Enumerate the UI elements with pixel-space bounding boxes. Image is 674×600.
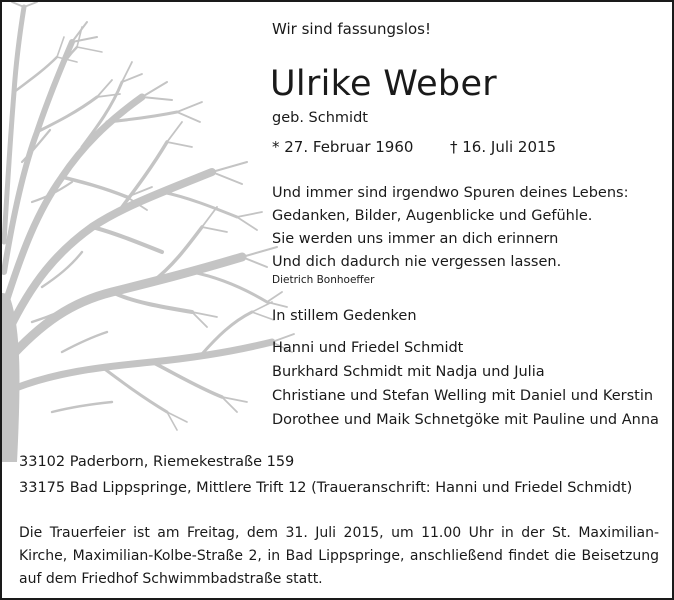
funeral-line: auf dem Friedhof Schwimmbadstraße statt.	[19, 571, 323, 587]
poem	[272, 182, 628, 274]
poem-line: Und immer sind irgendwo Spuren deines Lebens:	[272, 185, 629, 201]
funeral-line: Kirche, Maximilian-Kolbe-Straße 2, in Bad Lippspringe, anschließend findet die Beisetzung	[19, 548, 659, 564]
deceased-name: Ulrike Weber	[270, 64, 497, 104]
birth-date: * 27. Februar 1960	[272, 138, 414, 156]
mourner-entry: Dorothee und Maik Schnetgöke mit Pauline und Anna	[272, 412, 659, 428]
death-date: † 16. Juli 2015	[450, 138, 557, 156]
funeral-line: Die Trauerfeier ist am Freitag, dem 31. Juli 2015, um 11.00 Uhr in der St. Maximilian-	[19, 525, 659, 541]
mourners-list	[272, 336, 659, 432]
address-paderborn: 33102 Paderborn, Riemekestraße 159	[19, 454, 295, 470]
poem-line: Sie werden uns immer an dich erinnern	[272, 231, 559, 247]
address-bad-lippspringe: 33175 Bad Lippspringe, Mittlere Trift 12 (Traueranschrift: Hanni und Friedel Schmidt)	[19, 480, 633, 496]
mourner-entry: Hanni und Friedel Schmidt	[272, 340, 464, 356]
mourner-entry: Christiane und Stefan Welling mit Daniel und Kerstin	[272, 388, 654, 404]
mourner-entry: Burkhard Schmidt mit Nadja und Julia	[272, 364, 545, 380]
funeral-details	[19, 522, 659, 591]
bare-tree-illustration	[2, 2, 302, 462]
poem-author: Dietrich Bonhoeffer	[272, 274, 375, 286]
poem-line: Und dich dadurch nie vergessen lassen.	[272, 254, 562, 270]
poem-line: Gedanken, Bilder, Augenblicke und Gefühle.	[272, 208, 593, 224]
intro-line: Wir sind fassungslos!	[272, 20, 432, 38]
maiden-name: geb. Schmidt	[272, 110, 368, 126]
memory-line: In stillem Gedenken	[272, 308, 417, 324]
